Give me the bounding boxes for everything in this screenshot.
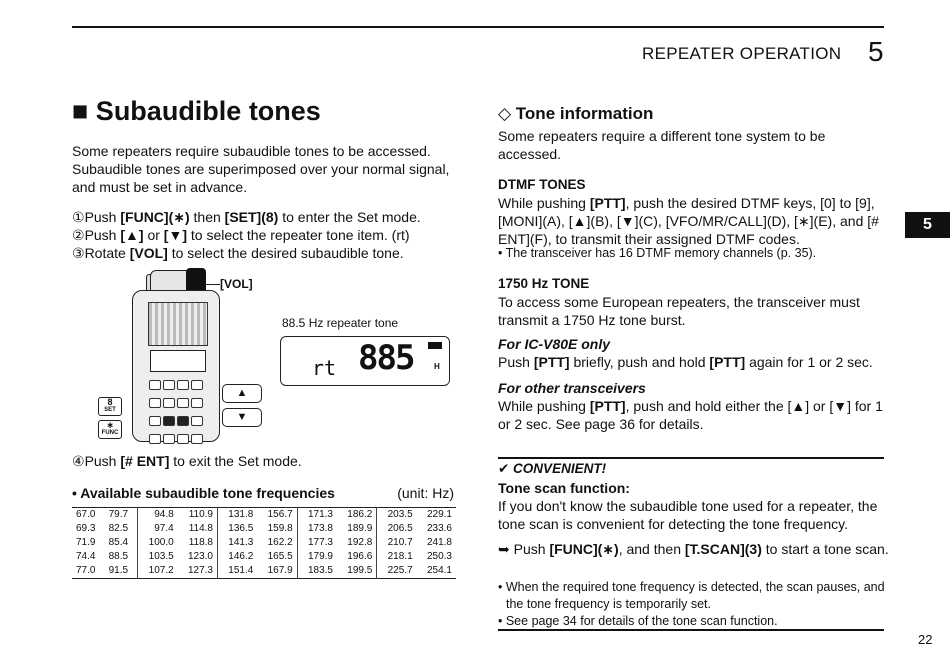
scan-body: If you don't know the subaudible tone used for a repeater, the tone scan is convenient for detecting the tone frequency. — [498, 498, 878, 532]
t1750-heading: 1750 Hz TONE — [498, 276, 590, 291]
freq-cell: 141.3 — [218, 536, 258, 550]
freq-cell: 229.1 — [426, 509, 452, 520]
tone-info-body: Some repeaters require a different tone system to be accessed. — [498, 128, 826, 162]
freq-cell: 186.2 — [347, 509, 373, 520]
dtmf-body: While pushing [PTT], push the desired DTMF keys, [0] to [9], [MONI](A), [▲](B), [▼](C), [VFO/MR/CALL](D), [∗](E), and [# ENT](F), to transmit their assigned DTMF codes. — [498, 195, 879, 247]
freq-cell: 118.8 — [188, 537, 213, 548]
freq-cell: 71.9 — [76, 537, 96, 548]
chapter-tab: 5 — [905, 212, 950, 238]
freq-cell: 179.9 — [297, 550, 337, 564]
freq-unit: (unit: Hz) — [397, 485, 454, 501]
freq-cell: 199.5 — [347, 565, 373, 576]
freq-row — [72, 508, 456, 523]
freq-row — [72, 522, 456, 536]
vol-label: [VOL] — [220, 277, 253, 291]
lcd-tone-value: 885 — [358, 338, 414, 378]
page-heading: ■ Subaudible tones — [72, 96, 321, 126]
freq-cell: 79.7 — [108, 509, 129, 520]
tone-frequency-table — [72, 507, 456, 579]
freq-cell: 173.8 — [297, 522, 337, 536]
freq-cell: 82.5 — [108, 523, 129, 534]
scan-notes: • When the required tone frequency is detected, the scan pauses, and the tone frequency is temporarily set. • See page 34 for details of the tone scan function. — [498, 580, 885, 628]
other-heading: For other transceivers — [498, 380, 646, 396]
freq-row — [72, 536, 456, 550]
freq-cell: 162.2 — [267, 537, 293, 548]
dtmf-heading: DTMF TONES — [498, 177, 586, 192]
intro-paragraph: Some repeaters require subaudible tones to be accessed. Subaudible tones are superimposed over your normal signal, and must be set in advance. — [72, 143, 450, 195]
up-key-icon: ▲ — [222, 384, 262, 403]
freq-cell: 131.8 — [218, 508, 258, 523]
freq-cell: 206.5 — [377, 522, 417, 536]
step-3: ③Rotate [VOL] to select the desired subaudible tone. — [72, 245, 404, 261]
radio-lcd — [150, 350, 206, 372]
freq-cell: 114.8 — [188, 523, 213, 534]
freq-cell: 171.3 — [297, 508, 337, 523]
battery-icon — [428, 342, 442, 349]
freq-cell: 250.3 — [426, 551, 452, 562]
convenient-rule — [498, 457, 884, 459]
freq-cell: 189.9 — [347, 523, 373, 534]
freq-row — [72, 550, 456, 564]
page-number: 22 — [918, 632, 933, 647]
freq-row — [72, 564, 456, 579]
func-key-icon: ∗ FUNC — [98, 420, 122, 439]
scan-step: ➥ Push [FUNC](∗), and then [T.SCAN](3) to start a tone scan. — [498, 541, 889, 557]
v80-heading: For IC-V80E only — [498, 336, 611, 352]
freq-cell: 69.3 — [76, 523, 96, 534]
freq-cell: 241.8 — [426, 537, 452, 548]
lcd-h-indicator: H — [434, 362, 440, 371]
freq-cell: 100.0 — [138, 536, 178, 550]
freq-cell: 97.4 — [138, 522, 178, 536]
t1750-body: To access some European repeaters, the transceiver must transmit a 1750 Hz tone burst. — [498, 294, 860, 328]
freq-cell: 177.3 — [297, 536, 337, 550]
freq-cell: 167.9 — [267, 565, 293, 576]
steps-list — [72, 208, 462, 262]
freq-cell: 225.7 — [377, 564, 417, 579]
other-body: While pushing [PTT], push and hold either the [▲] or [▼] for 1 or 2 sec. See page 36 for details. — [498, 398, 883, 432]
step-1: ①Push [FUNC](∗) then [SET](8) to enter the Set mode. — [72, 209, 421, 225]
section-number: 5 — [868, 36, 884, 67]
dtmf-note: • The transceiver has 16 DTMF memory channels (p. 35). — [498, 246, 817, 260]
freq-cell: 183.5 — [297, 564, 337, 579]
lcd-rt-text: rt — [312, 356, 337, 380]
freq-cell: 103.5 — [138, 550, 178, 564]
scan-heading: Tone scan function: — [498, 480, 630, 496]
freq-cell: 254.1 — [426, 565, 452, 576]
freq-cell: 85.4 — [108, 537, 129, 548]
top-rule — [72, 26, 884, 28]
vol-pointer — [204, 284, 220, 285]
v80-body: Push [PTT] briefly, push and hold [PTT] again for 1 or 2 sec. — [498, 354, 873, 370]
convenient-heading: ✔ CONVENIENT! — [498, 461, 607, 476]
freq-cell: 159.8 — [267, 523, 293, 534]
freq-cell: 218.1 — [377, 550, 417, 564]
set-key-icon: 8 SET — [98, 397, 122, 416]
tone-info-title: ◇ Tone information — [498, 104, 654, 123]
arrow-icon: ➥ — [498, 541, 510, 557]
freq-cell: 233.6 — [426, 523, 452, 534]
freq-cell: 196.6 — [347, 551, 373, 562]
freq-cell: 67.0 — [76, 509, 96, 520]
freq-cell: 165.5 — [267, 551, 293, 562]
lcd-caption: 88.5 Hz repeater tone — [282, 316, 399, 330]
freq-cell: 210.7 — [377, 536, 417, 550]
freq-cell: 127.3 — [187, 565, 213, 576]
bottom-rule — [498, 629, 884, 631]
freq-cell: 151.4 — [218, 564, 258, 579]
freq-cell: 77.0 — [76, 565, 96, 576]
freq-cell: 136.5 — [218, 522, 258, 536]
freq-cell: 110.9 — [188, 509, 213, 520]
freq-cell: 146.2 — [218, 550, 258, 564]
keypad — [148, 378, 208, 450]
freq-cell: 94.8 — [138, 508, 178, 523]
freq-heading: • Available subaudible tone frequencies (unit: Hz) — [72, 485, 454, 501]
freq-cell: 156.7 — [267, 509, 293, 520]
freq-cell: 203.5 — [377, 508, 417, 523]
freq-cell: 123.0 — [187, 551, 213, 562]
freq-cell: 91.5 — [108, 565, 129, 576]
freq-cell: 107.2 — [138, 564, 178, 579]
freq-cell: 88.5 — [108, 551, 129, 562]
speaker-grille — [148, 302, 208, 346]
freq-cell: 192.8 — [347, 537, 373, 548]
freq-cell: 74.4 — [76, 551, 96, 562]
section-title: REPEATER OPERATION — [642, 44, 842, 63]
step-4: ④Push [# ENT] to exit the Set mode. — [72, 453, 302, 469]
step-2: ②Push [▲] or [▼] to select the repeater tone item. (rt) — [72, 227, 410, 243]
down-key-icon: ▼ — [222, 408, 262, 427]
